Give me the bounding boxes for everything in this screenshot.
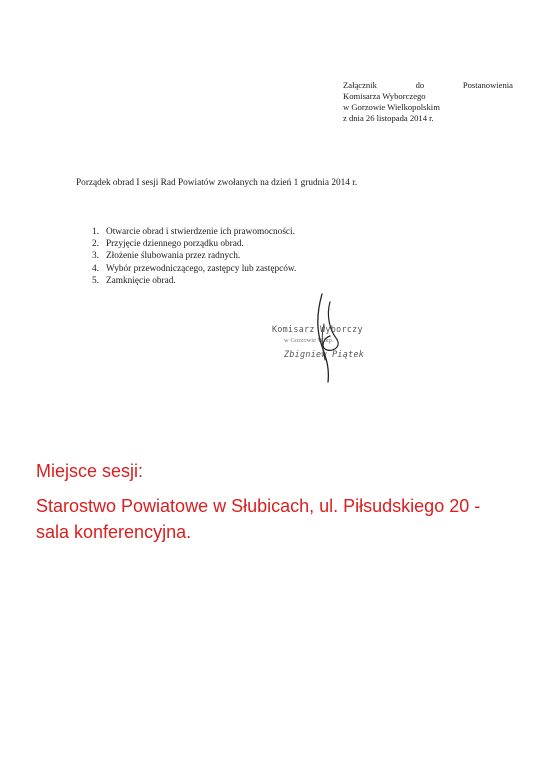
note-heading: Miejsce sesji:	[36, 461, 144, 481]
handwritten-signature	[300, 290, 360, 390]
session-location-note	[36, 458, 480, 545]
agenda-item-number: 1.	[92, 227, 99, 237]
agenda-item	[92, 238, 296, 250]
annex-line-1	[343, 80, 513, 91]
annex-word: do	[415, 80, 425, 90]
agenda-item-text: Otwarcie obrad i stwierdzenie ich prawomocności.	[106, 227, 295, 237]
note-address: Starostwo Powiatowe w Słubicach, ul. Piłsudskiego 20 -	[36, 496, 481, 516]
annex-line-2: Komisarza Wyborczego	[343, 91, 426, 101]
agenda-item-text: Złożenie ślubowania przez radnych.	[106, 251, 241, 262]
agenda-item-number: 5.	[92, 275, 99, 286]
note-room: sala konferencyjna.	[36, 522, 192, 542]
annex-line-3: w Gorzowie Wielkopolskim	[343, 102, 440, 112]
stamp-line-name: Zbigniew Piątek	[284, 349, 365, 359]
annex-word: Postanowienia	[462, 80, 513, 90]
stamp-line-place: w Gorzowie Wlkp.	[284, 337, 334, 344]
agenda-title: Porządek obrad I sesji Rad Powiatów zwołanych na dzień 1 grudnia 2014 r.	[76, 178, 358, 188]
stamp-line-title: Komisarz Wyborczy	[272, 324, 363, 334]
annex-header	[343, 80, 513, 124]
annex-line-4: z dnia 26 listopada 2014 r.	[343, 113, 434, 123]
agenda-item-text: Zamknięcie obrad.	[106, 275, 176, 286]
agenda-item	[92, 263, 296, 275]
agenda-item	[92, 275, 296, 287]
agenda-list	[92, 226, 296, 287]
agenda-item-number: 4.	[92, 263, 99, 274]
annex-word: Załącznik	[343, 80, 377, 90]
agenda-item-number: 2.	[92, 239, 99, 250]
agenda-item	[92, 250, 296, 262]
agenda-item-text: Przyjęcie dziennego porządku obrad.	[106, 239, 244, 250]
agenda-item-number: 3.	[92, 251, 99, 262]
agenda-item-text: Wybór przewodniczącego, zastępcy lub zastępców.	[106, 263, 297, 274]
agenda-item	[92, 226, 296, 238]
